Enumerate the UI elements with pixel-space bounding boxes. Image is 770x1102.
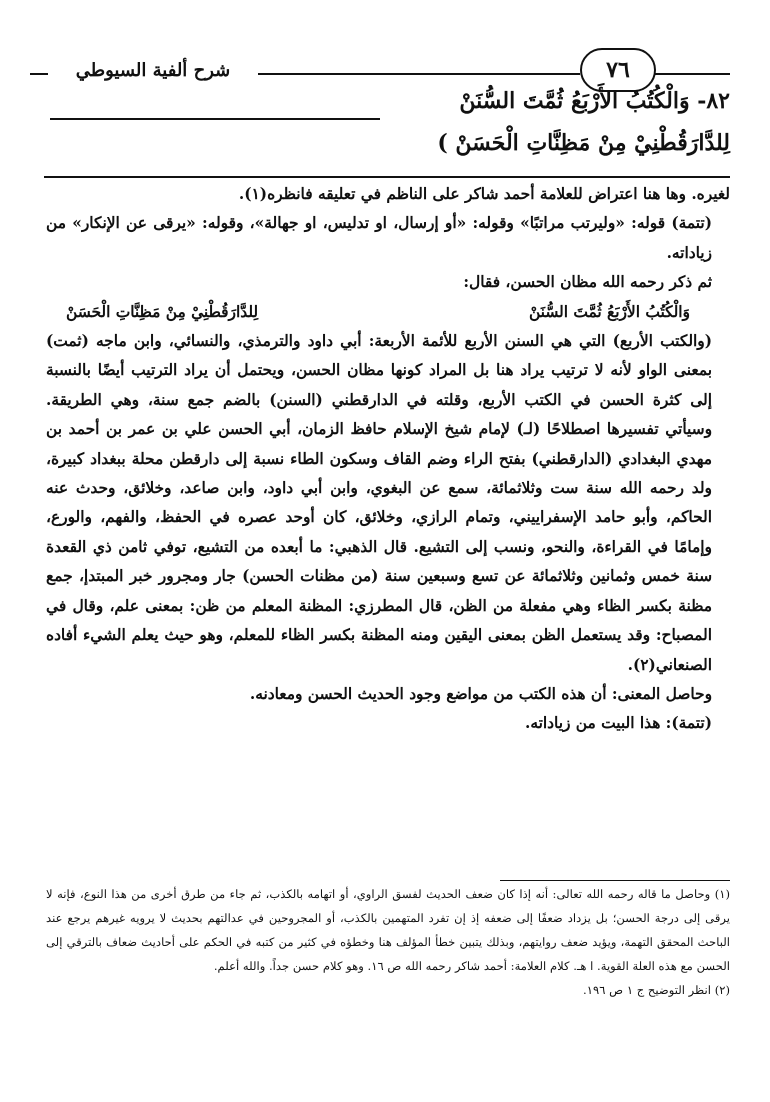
page-number: ٧٦ <box>580 48 656 92</box>
verse-underline <box>50 118 380 120</box>
quoted-verse <box>46 298 730 327</box>
quoted-verse-second-half: لِلدَّارَقُطْنِيْ مِنْ مَظِنَّاتِ الْحَسَنْ <box>66 302 259 321</box>
running-title: شرح ألفية السيوطي <box>75 60 231 81</box>
paragraph: (والكتب الأربع) التي هي السنن الأربع للأئمة الأربعة: أبي داود والترمذي، والنسائي، وابن ماجه (ثمت) بمعنى الواو لأنه لا ترتيب يراد هنا بل المراد كونها مظان الحسن، ويحتمل أن يراد الترتيب أيضًا بالنسبة إلى كثرة الحسن في الكتب الأربع، وقلته في الدارقطني (السنن) بالضم جمع سنة، وهي الطريقة. وسيأتي تفسيرها اصطلاحًا (لـ) لإمام شيخ الإسلام حافظ الزمان، أبي الحسن علي بن عمر بن أحمد بن مهدي البغدادي (الدارقطني) بفتح الراء وضم القاف وسكون الطاء نسبة إلى دارقطن محلة ببغداد كبيرة، ولد رحمه الله سنة ست وثلاثمائة، سمع عن البغوي، وابن أبي داود، وابن صاعد، وخلائق، وحدث عنه الحاكم، وأبو حامد الإسفراييني، وتمام الرازي، وخلائق، كان أوحد عصره في الحفظ، والفهم، والورع، وإمامًا في القراءة، والنحو، ونسب إلى التشيع. قال الذهبي: ما أبعده من التشيع، توفي ثامن ذي القعدة سنة خمس وثمانين وثلاثمائة عن تسع وسبعين سنة (من مظنات الحسن) جار ومجرور خبر المبتدإ، جمع مظنة بكسر الظاء وهي مفعلة من الظن، قال المطرزي: المظنة المعلم من ظن: بمعنى علم، وقال في المصباح: وقد يستعمل الظن بمعنى اليقين ومنه المظنة بكسر الظاء للمعلم، وهو حيث يعلم الشيء أفاده الصنعاني(٢). <box>46 332 712 674</box>
main-text <box>46 180 730 739</box>
paragraph: لغيره. وها هنا اعتراض للعلامة أحمد شاكر على الناظم في تعليقه فانظره(١). <box>238 185 730 203</box>
paragraph: (تتمة): هذا البيت من زياداته. <box>525 714 712 733</box>
header-rule-left <box>30 73 48 75</box>
paragraph: (تتمة) قوله: «وليرتب مراتبًا» وقوله: «أو إرسال، او تدليس، او جهالة»، وقوله: «يرقى عن الإنكار» من زياداته. <box>46 214 712 262</box>
footnote-2: (٢) انظر التوضيح ج ١ ص ١٩٦. <box>583 983 730 997</box>
footnote-separator <box>500 880 730 881</box>
header-rule-middle <box>258 73 580 75</box>
body-top-rule <box>44 176 730 178</box>
quoted-verse-first-half: وَالْكُتُبُ الأَرْبَعُ ثُمَّتَ السُّنَنْ <box>528 302 690 321</box>
paragraph: وحاصل المعنى: أن هذه الكتب من مواضع وجود الحديث الحسن ومعادنه. <box>249 684 712 703</box>
verse-line-2: لِلدَّارَقُطْنِيْ مِنْ مَظِنَّاتِ الْحَسَنْ ) <box>437 130 730 156</box>
footnote-1: (١) وحاصل ما قاله رحمه الله تعالى: أنه إذا كان ضعف الحديث لفسق الراوي، أو اتهامه بالكذب، ثم جاء من طرق أخرى من هذا النوع، فإنه لا يرقى إلى درجة الحسن؛ بل يزداد ضعفًا إلى ضعفه إذ إن تفرد المتهمين بالكذب، أو المجروحين في عدالتهم بحديث لا يرويه غيرهم يرجع عند الباحث المحقق التهمة، ويؤيد ضعف روايتهم، وبذلك يتبين خطأ المؤلف هنا وخطؤه في كثير من كتبه في الحكم على أحاديث ضعاف بالترقي إلى الحسن مع هذه العلة القوية. ا هـ. كلام العلامة: أحمد شاكر رحمه الله ص ١٦. وهو كلام حسن جداً. والله أعلم. <box>46 887 730 973</box>
paragraph: ثم ذكر رحمه الله مظان الحسن، فقال: <box>463 273 712 292</box>
verse-line-1: ٨٢- وَالْكُتُبُ الأَرْبَعُ ثُمَّتَ السُّنَنْ <box>459 88 730 114</box>
footnotes <box>46 882 730 1002</box>
header-rule-right <box>652 73 730 75</box>
